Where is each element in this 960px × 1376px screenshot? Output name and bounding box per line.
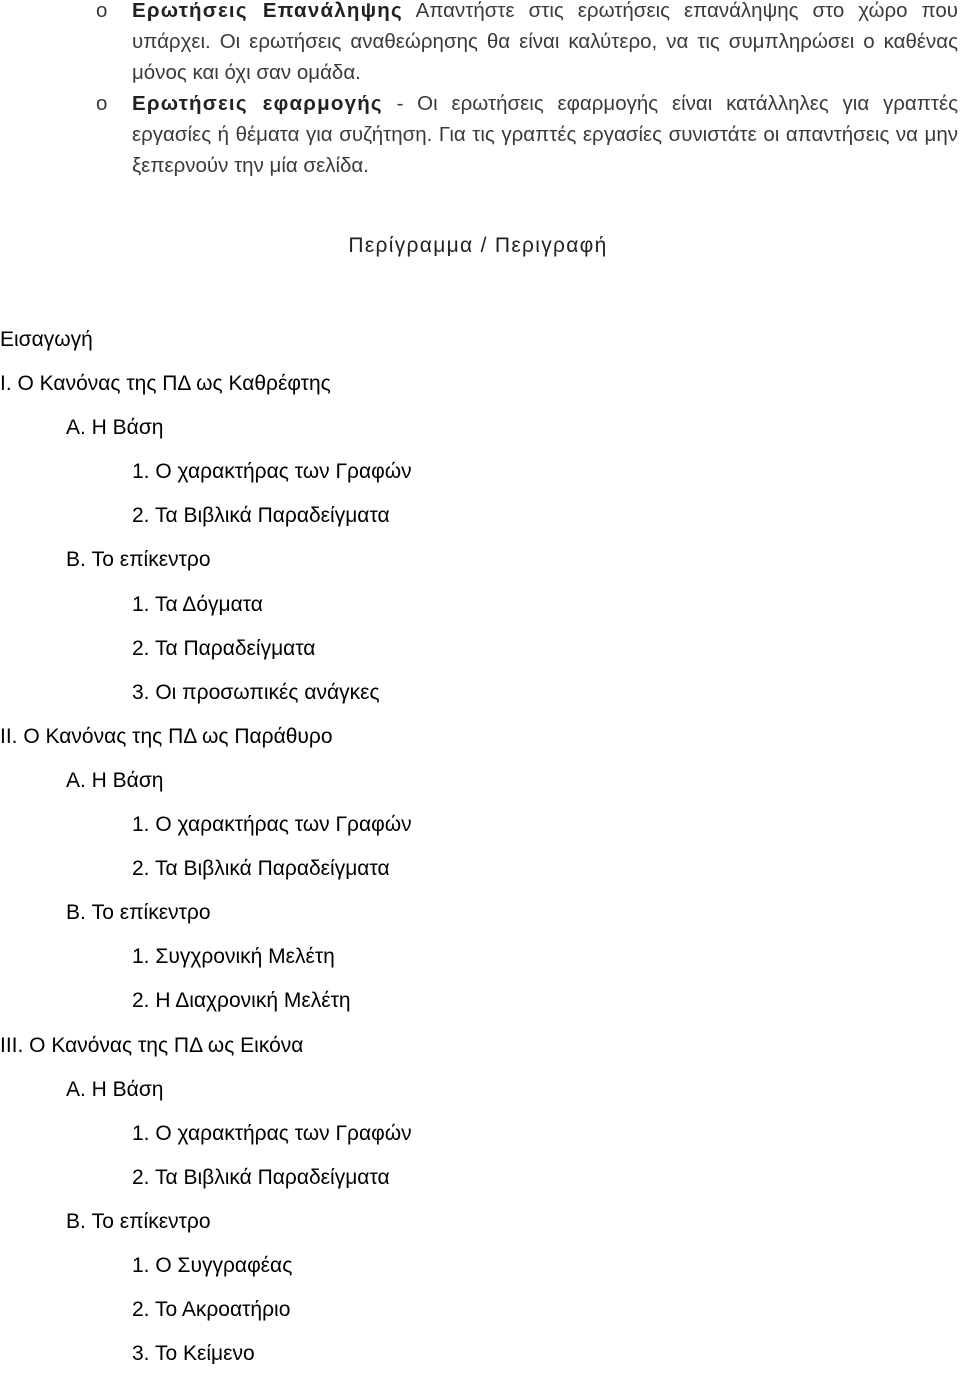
outline-item: 1. Τα Δόγματα [132, 592, 263, 616]
list-item [0, 88, 958, 181]
outline-item: 2. Η Διαχρονική Μελέτη [132, 989, 351, 1013]
outline-part: II. Ο Κανόνας της ΠΔ ως Παράθυρο [0, 724, 333, 748]
outline-section: A. Η Βάση [66, 1077, 164, 1101]
outline-part: III. Ο Κανόνας της ΠΔ ως Εικόνα [0, 1033, 304, 1057]
outline [0, 318, 960, 1376]
bullet-lead: Ερωτήσεις εφαρμογής [132, 92, 383, 115]
outline-section: A. Η Βάση [66, 416, 164, 440]
outline-item: 1. Ο χαρακτήρας των Γραφών [132, 460, 412, 484]
outline-item: 3. Οι προσωπικές ανάγκες [132, 680, 380, 704]
outline-section: A. Η Βάση [66, 768, 164, 792]
bullet-text: Απαντήστε στις ερωτήσεις επανάληψης στο χώρο που υπάρχει. Οι ερωτήσεις αναθεώρησης θα είναι καλύτερο, να τις συμπληρώσει ο καθένας μόνος και όχι σαν ομάδα. [132, 0, 958, 84]
list-item [0, 0, 958, 88]
outline-section: B. Το επίκεντρο [66, 1209, 211, 1233]
outline-item: 2. Τα Βιβλικά Παραδείγματα [132, 504, 390, 528]
section-heading: Περίγραμμα / Περιγραφή [348, 234, 608, 257]
instructions-list [0, 0, 960, 181]
outline-intro: Εισαγωγή [0, 328, 93, 351]
outline-item: 3. Το Κείμενο [132, 1342, 255, 1366]
outline-item: 2. Το Ακροατήριο [132, 1298, 291, 1322]
outline-item: 1. Συγχρονική Μελέτη [132, 945, 335, 969]
bullet-lead: Ερωτήσεις Επανάληψης [132, 0, 403, 22]
outline-item: 2. Τα Βιβλικά Παραδείγματα [132, 857, 390, 881]
bullet-text: - Οι ερωτήσεις εφαρμογής είναι κατάλληλες για γραπτές εργασίες ή θέματα για συζήτηση. Για τις γραπτές εργασίες συνιστάτε οι απαντήσεις να μην ξεπερνούν την μία σελίδα. [132, 92, 958, 177]
outline-item: 2. Τα Παραδείγματα [132, 636, 316, 660]
outline-section: B. Το επίκεντρο [66, 548, 211, 572]
outline-part: I. Ο Κανόνας της ΠΔ ως Καθρέφτης [0, 372, 331, 396]
outline-item: 1. Ο χαρακτήρας των Γραφών [132, 1121, 412, 1145]
outline-item: 1. Ο χαρακτήρας των Γραφών [132, 813, 412, 837]
bullet-marker: o [96, 0, 108, 22]
outline-item: 1. Ο Συγγραφέας [132, 1253, 293, 1277]
bullet-marker: o [96, 92, 108, 115]
outline-section: B. Το επίκεντρο [66, 901, 211, 925]
outline-item: 2. Τα Βιβλικά Παραδείγματα [132, 1165, 390, 1189]
